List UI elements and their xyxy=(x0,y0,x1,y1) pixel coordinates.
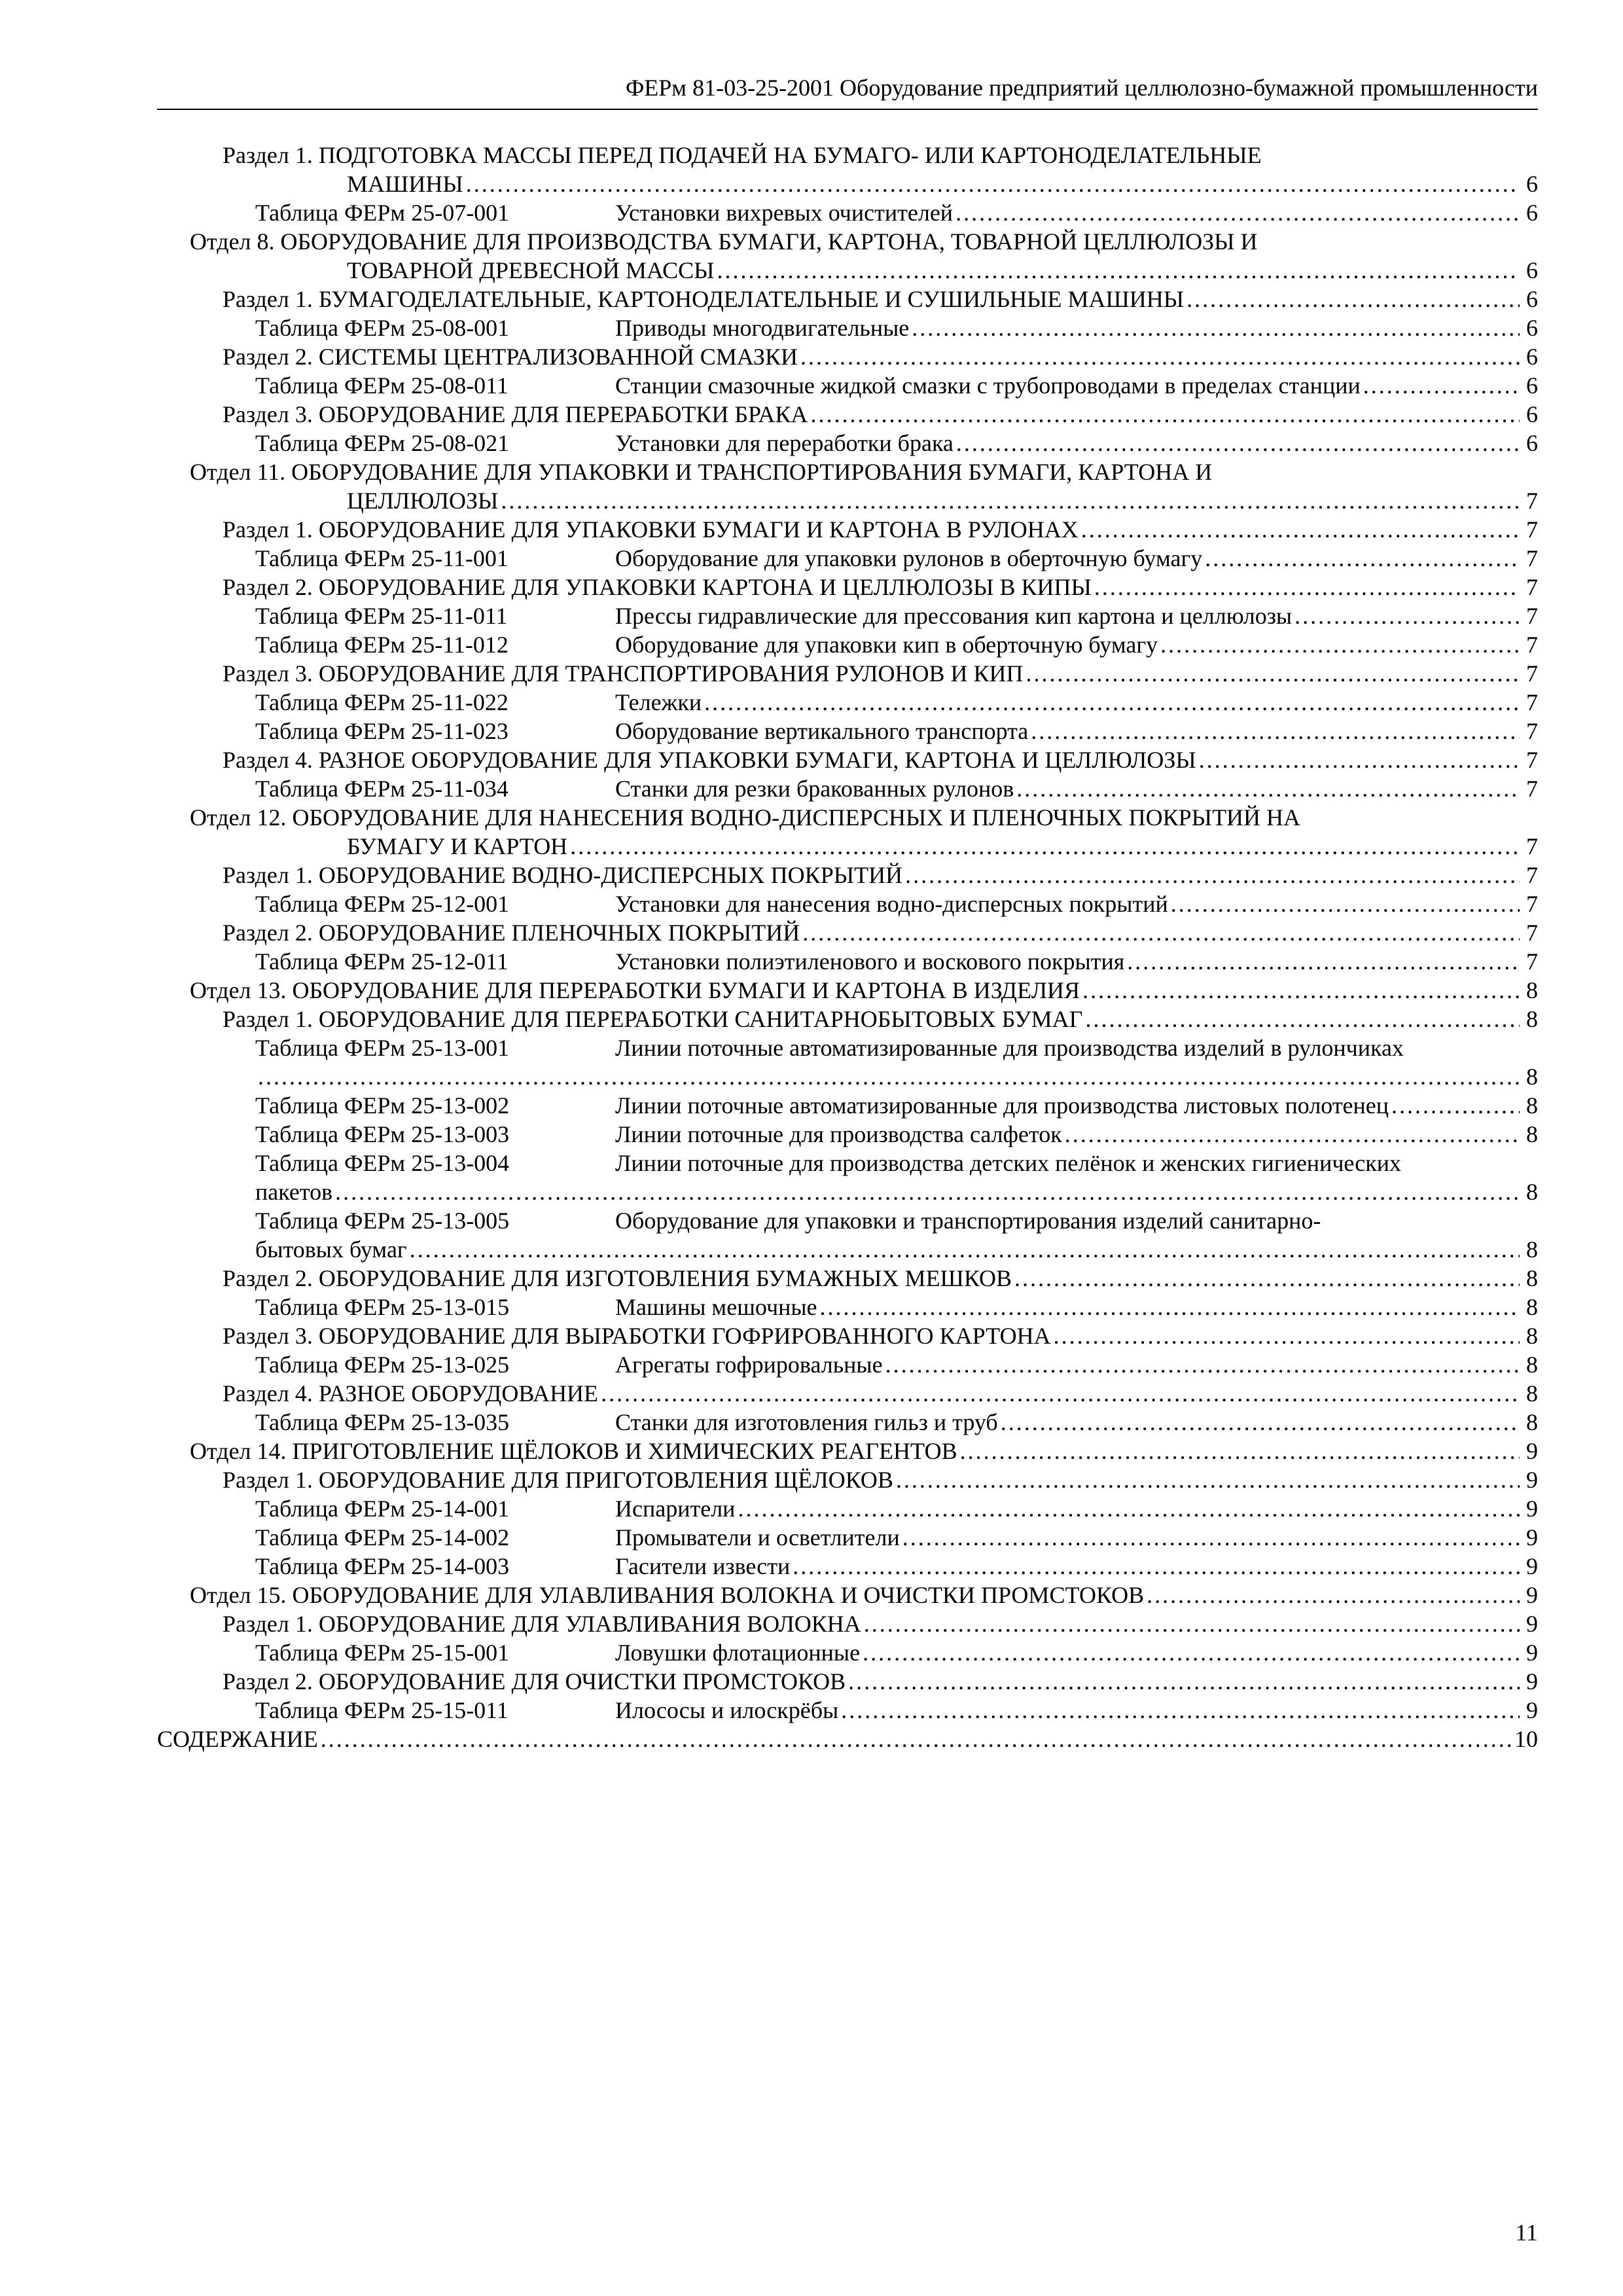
table-title: Установки полиэтиленового и воскового покрытия xyxy=(615,948,1125,975)
entry-title: Раздел 4. РАЗНОЕ ОБОРУДОВАНИЕ xyxy=(223,1380,599,1407)
dot-leader xyxy=(885,1350,1520,1379)
table-code: Таблица ФЕРм 25-15-011 xyxy=(255,1697,508,1723)
toc-entry-razdel[interactable] xyxy=(157,285,1538,314)
toc-entry-razdel[interactable] xyxy=(157,1264,1538,1293)
dot-leader xyxy=(1205,544,1520,573)
page-ref: 7 xyxy=(1526,833,1538,859)
dot-leader xyxy=(1127,947,1520,976)
entry-title: Раздел 1. БУМАГОДЕЛАТЕЛЬНЫЕ, КАРТОНОДЕЛАТЕЛЬНЫЕ И СУШИЛЬНЫЕ МАШИНЫ xyxy=(223,286,1185,312)
dot-leader xyxy=(717,256,1520,285)
entry-title: Раздел 2. ОБОРУДОВАНИЕ ДЛЯ ИЗГОТОВЛЕНИЯ БУМАЖНЫХ МЕШКОВ xyxy=(223,1265,1012,1291)
table-title: Установки для переработки брака xyxy=(615,430,954,456)
entry-title: Раздел 3. ОБОРУДОВАНИЕ ДЛЯ ТРАНСПОРТИРОВАНИЯ РУЛОНОВ И КИП xyxy=(223,660,1024,687)
toc-entry-otdel[interactable] xyxy=(157,1581,1538,1609)
page-ref: 7 xyxy=(1526,862,1538,888)
table-title: Станки для резки бракованных рулонов xyxy=(615,776,1014,802)
dot-leader xyxy=(864,1609,1520,1638)
table-title: Линии поточные для производства детских пелёнок и женских гигиенических xyxy=(615,1150,1402,1176)
page-ref: 8 xyxy=(1526,1121,1538,1147)
dot-leader xyxy=(1391,1091,1520,1120)
dot-leader xyxy=(570,832,1520,861)
dot-leader xyxy=(704,688,1520,717)
page-ref: 8 xyxy=(1526,1265,1538,1291)
dot-leader xyxy=(841,1696,1520,1725)
dot-leader xyxy=(738,1494,1520,1523)
table-code: Таблица ФЕРм 25-11-011 xyxy=(255,603,508,629)
toc-entry-razdel[interactable] xyxy=(157,1609,1538,1638)
entry-title: СОДЕРЖАНИЕ xyxy=(157,1726,318,1752)
toc-entry-otdel[interactable] xyxy=(157,1437,1538,1465)
page-ref: 9 xyxy=(1526,1611,1538,1637)
page-ref: 8 xyxy=(1526,1409,1538,1435)
table-code: Таблица ФЕРм 25-11-012 xyxy=(255,632,508,658)
page-ref: 8 xyxy=(1526,1380,1538,1407)
table-code: Таблица ФЕРм 25-13-005 xyxy=(255,1208,510,1234)
entry-title: Отдел 11. ОБОРУДОВАНИЕ ДЛЯ УПАКОВКИ И ТРАНСПОРТИРОВАНИЯ БУМАГИ, КАРТОНА И xyxy=(190,459,1213,485)
toc-entry-table[interactable] xyxy=(157,1149,1538,1177)
toc-entry-table[interactable] xyxy=(157,1350,1538,1379)
page-ref: 9 xyxy=(1526,1438,1538,1464)
toc-entry-table[interactable] xyxy=(157,371,1538,400)
toc-entry-razdel[interactable] xyxy=(157,573,1538,601)
table-code: Таблица ФЕРм 25-11-001 xyxy=(255,545,508,571)
page-ref: 7 xyxy=(1526,920,1538,946)
table-title: Прессы гидравлические для прессования кип картона и целлюлозы xyxy=(615,603,1293,629)
table-code: Таблица ФЕРм 25-08-021 xyxy=(255,430,510,456)
table-code: Таблица ФЕРм 25-12-001 xyxy=(255,891,510,917)
page-ref: 9 xyxy=(1526,1553,1538,1579)
toc-entry-table[interactable] xyxy=(157,544,1538,573)
toc-entry-razdel[interactable] xyxy=(157,918,1538,947)
page-ref: 7 xyxy=(1526,632,1538,658)
entry-title: Раздел 2. СИСТЕМЫ ЦЕНТРАЛИЗОВАННОЙ СМАЗКИ xyxy=(223,344,798,370)
toc-entry-razdel[interactable] xyxy=(157,1379,1538,1408)
entry-title: Отдел 15. ОБОРУДОВАНИЕ ДЛЯ УЛАВЛИВАНИЯ ВОЛОКНА И ОЧИСТКИ ПРОМСТОКОВ xyxy=(190,1582,1145,1608)
table-title: Станции смазочные жидкой смазки с трубопроводами в пределах станции xyxy=(615,372,1361,399)
page-ref: 9 xyxy=(1526,1467,1538,1493)
entry-title: Раздел 2. ОБОРУДОВАНИЕ ДЛЯ УПАКОВКИ КАРТОНА И ЦЕЛЛЮЛОЗЫ В КИПЫ xyxy=(223,574,1092,600)
toc-entry-table[interactable] xyxy=(157,1638,1538,1667)
toc-entry-table[interactable] xyxy=(157,1494,1538,1523)
entry-title: Раздел 1. ОБОРУДОВАНИЕ ДЛЯ ПРИГОТОВЛЕНИЯ ЩЁЛОКОВ xyxy=(223,1467,893,1493)
toc-entry-table[interactable] xyxy=(157,1696,1538,1725)
toc-entry-razdel[interactable] xyxy=(157,659,1538,688)
page-ref: 6 xyxy=(1526,200,1538,226)
toc-entry-table[interactable] xyxy=(157,198,1538,227)
dot-leader xyxy=(335,1177,1520,1206)
page-ref: 7 xyxy=(1526,545,1538,571)
table-code: Таблица ФЕРм 25-11-034 xyxy=(255,776,508,802)
page-ref: 8 xyxy=(1526,1064,1538,1090)
toc-entry-contents[interactable] xyxy=(157,1725,1538,1753)
table-title: Гасители извести xyxy=(615,1553,791,1579)
entry-title: Раздел 2. ОБОРУДОВАНИЕ ДЛЯ ОЧИСТКИ ПРОМСТОКОВ xyxy=(223,1668,846,1695)
page-ref: 8 xyxy=(1526,1352,1538,1378)
table-title: Ловушки флотационные xyxy=(615,1640,861,1666)
page-ref: 6 xyxy=(1526,401,1538,427)
dot-leader xyxy=(1160,630,1520,659)
table-code: Таблица ФЕРм 25-08-011 xyxy=(255,372,508,399)
toc-entry-razdel[interactable] xyxy=(157,861,1538,889)
table-title: Линии поточные для производства салфеток xyxy=(615,1121,1062,1147)
table-title: Испарители xyxy=(615,1496,736,1522)
page-ref: 9 xyxy=(1526,1640,1538,1666)
table-code: Таблица ФЕРм 25-08-001 xyxy=(255,315,510,341)
entry-title: Раздел 3. ОБОРУДОВАНИЕ ДЛЯ ПЕРЕРАБОТКИ БРАКА xyxy=(223,401,808,427)
toc-entry-razdel[interactable] xyxy=(157,342,1538,371)
toc-entry-table[interactable] xyxy=(157,947,1538,976)
page-ref: 7 xyxy=(1526,891,1538,917)
page-ref: 8 xyxy=(1526,1006,1538,1032)
dot-leader xyxy=(501,486,1520,515)
page-ref: 6 xyxy=(1526,430,1538,456)
toc-entry-otdel[interactable] xyxy=(157,227,1538,256)
dot-leader xyxy=(1014,1264,1520,1293)
page-ref: 6 xyxy=(1526,372,1538,399)
table-title-continuation: бытовых бумаг xyxy=(255,1236,407,1263)
dot-leader xyxy=(1031,717,1520,745)
toc-entry-table[interactable] xyxy=(157,601,1538,630)
dot-leader xyxy=(955,198,1520,227)
entry-title: Раздел 4. РАЗНОЕ ОБОРУДОВАНИЕ ДЛЯ УПАКОВКИ БУМАГИ, КАРТОНА И ЦЕЛЛЮЛОЗЫ xyxy=(223,747,1196,773)
page-ref: 9 xyxy=(1526,1582,1538,1608)
table-code: Таблица ФЕРм 25-13-035 xyxy=(255,1409,510,1435)
entry-title: Раздел 1. ПОДГОТОВКА МАССЫ ПЕРЕД ПОДАЧЕЙ НА БУМАГО- ИЛИ КАРТОНОДЕЛАТЕЛЬНЫЕ xyxy=(223,142,1262,168)
entry-title-continuation: ТОВАРНОЙ ДРЕВЕСНОЙ МАССЫ xyxy=(347,257,715,283)
toc-entry-continuation[interactable] xyxy=(157,1062,1538,1091)
table-code: Таблица ФЕРм 25-13-001 xyxy=(255,1035,510,1061)
table-title: Оборудование вертикального транспорта xyxy=(615,718,1029,744)
page-ref: 7 xyxy=(1526,660,1538,687)
page-ref: 7 xyxy=(1526,747,1538,773)
page-ref: 7 xyxy=(1526,718,1538,744)
dot-leader xyxy=(905,861,1520,889)
toc-entry-razdel[interactable] xyxy=(157,400,1538,429)
toc-entry-table[interactable] xyxy=(157,1293,1538,1321)
page-ref: 8 xyxy=(1526,1179,1538,1205)
toc-entry-table[interactable] xyxy=(157,1408,1538,1437)
toc-entry-continuation[interactable] xyxy=(157,1235,1538,1264)
page-ref: 8 xyxy=(1526,1294,1538,1320)
toc-entry-table[interactable] xyxy=(157,717,1538,745)
page-ref: 8 xyxy=(1526,1092,1538,1119)
toc-entry-table[interactable] xyxy=(157,1091,1538,1120)
toc-entry-razdel[interactable] xyxy=(157,1667,1538,1696)
table-code: Таблица ФЕРм 25-13-002 xyxy=(255,1092,510,1119)
page-ref: 10 xyxy=(1514,1726,1538,1752)
table-title: Машины мешочные xyxy=(615,1294,817,1320)
dot-leader xyxy=(810,400,1520,429)
page-ref: 9 xyxy=(1526,1524,1538,1551)
dot-leader xyxy=(1147,1581,1520,1609)
toc-entry-table[interactable] xyxy=(157,1120,1538,1149)
table-title: Линии поточные автоматизированные для производства изделий в рулончиках xyxy=(615,1035,1404,1061)
page-ref: 7 xyxy=(1526,776,1538,802)
dot-leader xyxy=(1016,774,1520,803)
dot-leader xyxy=(1082,976,1520,1005)
dot-leader xyxy=(1081,515,1520,544)
toc-entry-table[interactable] xyxy=(157,314,1538,342)
page-ref: 7 xyxy=(1526,603,1538,629)
toc-entry-razdel[interactable] xyxy=(157,515,1538,544)
toc-entry-razdel[interactable] xyxy=(157,745,1538,774)
entry-title-continuation: БУМАГУ И КАРТОН xyxy=(347,833,568,859)
toc-entry-razdel[interactable] xyxy=(157,1321,1538,1350)
table-title: Промыватели и осветлители xyxy=(615,1524,900,1551)
page-ref: 7 xyxy=(1526,689,1538,715)
table-title-continuation: пакетов xyxy=(255,1179,333,1205)
dot-leader xyxy=(1363,371,1520,400)
page-ref: 7 xyxy=(1526,948,1538,975)
toc-entry-continuation[interactable] xyxy=(157,1177,1538,1206)
table-title: Установки для нанесения водно-дисперсных покрытий xyxy=(615,891,1168,917)
table-code: Таблица ФЕРм 25-11-022 xyxy=(255,689,508,715)
table-title: Агрегаты гофрировальные xyxy=(615,1352,883,1378)
dot-leader xyxy=(956,429,1520,457)
table-title: Станки для изготовления гильз и труб xyxy=(615,1409,998,1435)
table-title: Линии поточные автоматизированные для производства листовых полотенец xyxy=(615,1092,1389,1119)
entry-title: Раздел 1. ОБОРУДОВАНИЕ ДЛЯ УЛАВЛИВАНИЯ ВОЛОКНА xyxy=(223,1611,861,1637)
page-ref: 7 xyxy=(1526,574,1538,600)
table-title: Установки вихревых очистителей xyxy=(615,200,954,226)
entry-title: Раздел 1. ОБОРУДОВАНИЕ ДЛЯ УПАКОВКИ БУМАГИ И КАРТОНА В РУЛОНАХ xyxy=(223,516,1079,543)
dot-leader xyxy=(1054,1321,1520,1350)
table-title: Тележки xyxy=(615,689,702,715)
toc-entry-razdel-continuation[interactable] xyxy=(157,170,1538,198)
page-ref: 6 xyxy=(1526,286,1538,312)
dot-leader xyxy=(1294,601,1520,630)
toc-entry-otdel[interactable] xyxy=(157,457,1538,486)
toc-entry-table[interactable] xyxy=(157,1206,1538,1235)
dot-leader xyxy=(896,1465,1520,1494)
dot-leader xyxy=(863,1638,1520,1667)
table-title: Оборудование для упаковки и транспортирования изделий санитарно- xyxy=(615,1208,1321,1234)
table-code: Таблица ФЕРм 25-13-003 xyxy=(255,1121,510,1147)
entry-title: Раздел 1. ОБОРУДОВАНИЕ ДЛЯ ПЕРЕРАБОТКИ САНИТАРНОБЫТОВЫХ БУМАГ xyxy=(223,1006,1083,1032)
toc-entry-table[interactable] xyxy=(157,889,1538,918)
toc-entry-table[interactable] xyxy=(157,630,1538,659)
toc-entry-otdel-continuation[interactable] xyxy=(157,256,1538,285)
dot-leader xyxy=(601,1379,1520,1408)
table-code: Таблица ФЕРм 25-11-023 xyxy=(255,718,508,744)
toc-entry-otdel-continuation[interactable] xyxy=(157,832,1538,861)
table-code: Таблица ФЕРм 25-14-003 xyxy=(255,1553,510,1579)
toc-entry-razdel[interactable] xyxy=(157,1005,1538,1033)
page-ref: 9 xyxy=(1526,1668,1538,1695)
toc-entry-otdel[interactable] xyxy=(157,976,1538,1005)
table-code: Таблица ФЕРм 25-14-002 xyxy=(255,1524,510,1551)
table-code: Таблица ФЕРм 25-13-015 xyxy=(255,1294,510,1320)
table-code: Таблица ФЕРм 25-14-001 xyxy=(255,1496,510,1522)
page-ref: 9 xyxy=(1526,1697,1538,1723)
dot-leader xyxy=(902,1523,1520,1552)
page-ref: 8 xyxy=(1526,1236,1538,1263)
toc-entry-table[interactable] xyxy=(157,429,1538,457)
dot-leader xyxy=(848,1667,1520,1696)
dot-leader xyxy=(1186,285,1520,314)
dot-leader xyxy=(1094,573,1520,601)
dot-leader xyxy=(1171,889,1520,918)
page-number: 11 xyxy=(1515,2219,1538,2246)
dot-leader xyxy=(1026,659,1520,688)
dot-leader xyxy=(960,1437,1520,1465)
table-of-contents xyxy=(157,141,1538,1753)
toc-entry-otdel-continuation[interactable] xyxy=(157,486,1538,515)
entry-title-continuation: МАШИНЫ xyxy=(347,171,463,197)
toc-entry-razdel[interactable] xyxy=(157,141,1538,170)
table-title: Илососы и илоскрёбы xyxy=(615,1697,839,1723)
page-ref: 7 xyxy=(1526,516,1538,543)
entry-title: Отдел 13. ОБОРУДОВАНИЕ ДЛЯ ПЕРЕРАБОТКИ БУМАГИ И КАРТОНА В ИЗДЕЛИЯ xyxy=(190,977,1080,1003)
page-ref: 7 xyxy=(1526,488,1538,514)
toc-entry-table[interactable] xyxy=(157,1523,1538,1552)
running-header: ФЕРм 81-03-25-2001 Оборудование предприятий целлюлозно-бумажной промышленности xyxy=(157,72,1538,110)
page-ref: 8 xyxy=(1526,977,1538,1003)
toc-entry-razdel[interactable] xyxy=(157,1465,1538,1494)
dot-leader xyxy=(1001,1408,1520,1437)
table-title: Оборудование для упаковки кип в оберточную бумагу xyxy=(615,632,1158,658)
dot-leader xyxy=(466,170,1520,198)
entry-title: Отдел 12. ОБОРУДОВАНИЕ ДЛЯ НАНЕСЕНИЯ ВОДНО-ДИСПЕРСНЫХ И ПЛЕНОЧНЫХ ПОКРЫТИЙ НА xyxy=(190,804,1301,831)
table-code: Таблица ФЕРм 25-13-025 xyxy=(255,1352,510,1378)
toc-entry-otdel[interactable] xyxy=(157,803,1538,832)
table-code: Таблица ФЕРм 25-15-001 xyxy=(255,1640,510,1666)
dot-leader xyxy=(410,1235,1520,1264)
entry-title: Раздел 1. ОБОРУДОВАНИЕ ВОДНО-ДИСПЕРСНЫХ ПОКРЫТИЙ xyxy=(223,862,903,888)
page-ref: 6 xyxy=(1526,257,1538,283)
table-title: Оборудование для упаковки рулонов в оберточную бумагу xyxy=(615,545,1203,571)
dot-leader xyxy=(793,1552,1520,1581)
entry-title: Раздел 3. ОБОРУДОВАНИЕ ДЛЯ ВЫРАБОТКИ ГОФРИРОВАННОГО КАРТОНА xyxy=(223,1323,1051,1349)
page-ref: 6 xyxy=(1526,315,1538,341)
dot-leader xyxy=(1199,745,1520,774)
entry-title-continuation: ЦЕЛЛЮЛОЗЫ xyxy=(347,488,499,514)
toc-entry-table[interactable] xyxy=(157,774,1538,803)
table-title: Приводы многодвигательные xyxy=(615,315,910,341)
table-code: Таблица ФЕРм 25-12-011 xyxy=(255,948,508,975)
entry-title: Отдел 14. ПРИГОТОВЛЕНИЕ ЩЁЛОКОВ И ХИМИЧЕСКИХ РЕАГЕНТОВ xyxy=(190,1438,957,1464)
page-ref: 6 xyxy=(1526,344,1538,370)
dot-leader xyxy=(321,1725,1512,1753)
page-ref: 9 xyxy=(1526,1496,1538,1522)
entry-title: Раздел 2. ОБОРУДОВАНИЕ ПЛЕНОЧНЫХ ПОКРЫТИЙ xyxy=(223,920,800,946)
dot-leader xyxy=(1065,1120,1520,1149)
dot-leader xyxy=(800,342,1520,371)
toc-entry-table[interactable] xyxy=(157,1552,1538,1581)
table-code: Таблица ФЕРм 25-13-004 xyxy=(255,1150,510,1176)
dot-leader xyxy=(802,918,1520,947)
toc-entry-table[interactable] xyxy=(157,688,1538,717)
toc-entry-table[interactable] xyxy=(157,1033,1538,1062)
page-ref: 6 xyxy=(1526,171,1538,197)
entry-title: Отдел 8. ОБОРУДОВАНИЕ ДЛЯ ПРОИЗВОДСТВА БУМАГИ, КАРТОНА, ТОВАРНОЙ ЦЕЛЛЮЛОЗЫ И xyxy=(190,228,1258,255)
dot-leader xyxy=(820,1293,1520,1321)
dot-leader xyxy=(912,314,1520,342)
table-code: Таблица ФЕРм 25-07-001 xyxy=(255,200,510,226)
dot-leader xyxy=(258,1062,1520,1091)
page-ref: 8 xyxy=(1526,1323,1538,1349)
dot-leader xyxy=(1085,1005,1520,1033)
